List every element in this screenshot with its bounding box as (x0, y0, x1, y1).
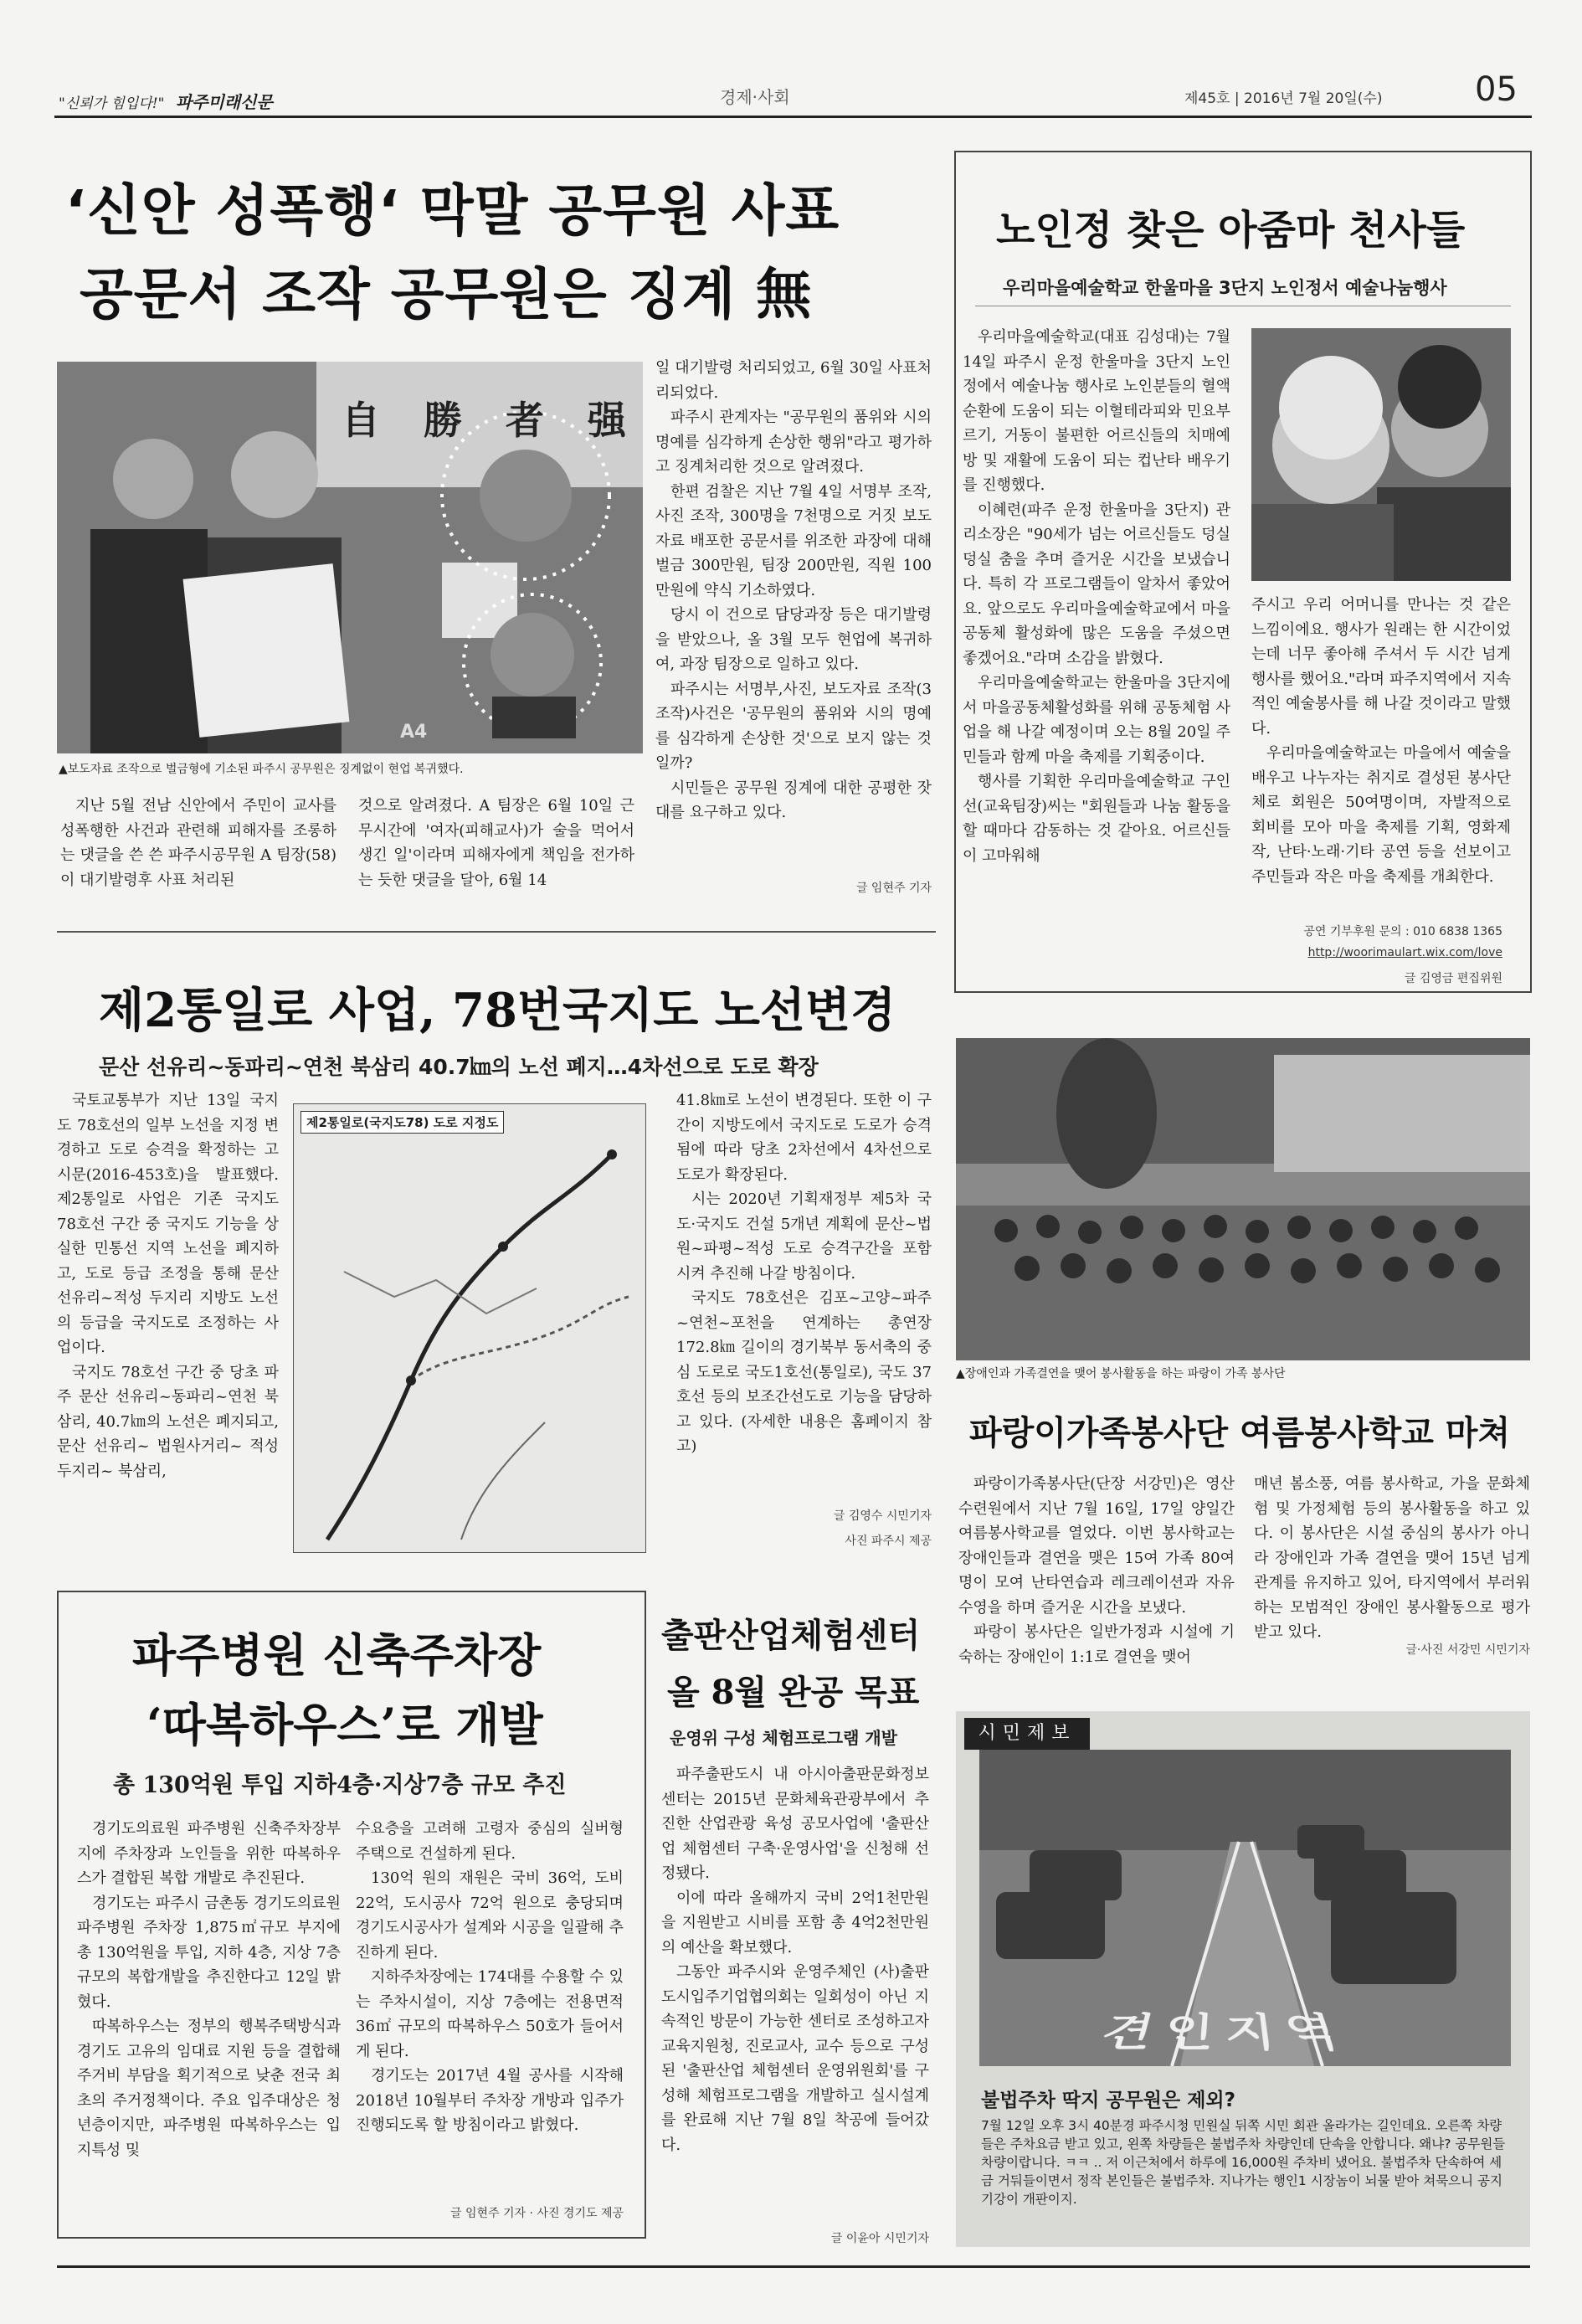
article6-body: 파주출판도시 내 아시아출판문화정보센터는 2015년 문화체육관광부에서 추진한 산업관광 육성 공모사업에 '출판산업 체험센터 구축·운영사업'을 신청해 선정됐다. 이에 따라 올해까지 국비 2억1천만원을 지원받고 시비를 포함 총 4억2천만원의 예산을 확보했다. 그동안 파주시와 운영주체인 (사)출판도시입주기업협의회는 일회성이 아닌 지속적인 방문이 가능한 센터로 조성하고자 교육지원청, 진로교사, 교수 등으로 구성된 '출판산업 체험센터 운영위원회'를 구성해 체험프로그램을 개발하고 실시설계를 완료해 지난 7월 8일 착공에 들어갔다. (661, 1766, 929, 2154)
article2-col2: 주시고 우리 어머니를 만나는 것 같은 느낌이에요. 행사가 원래는 한 시간이었는데 너무 좋아해 주셔서 두 시간 넘게 행사를 했어요."라며 파주지역에서 지속적인 예술봉사를 해 나갈 것이라고 말했다. 우리마을예술학교는 마을에서 예술을 배우고 나누자는 취지로 결성된 봉사단체로 회원은 50여명이며, 자발적으로 회비를 모아 마을 축제를 기획, 영화제작, 난타·노래·기타 공연 등을 선보이고 주민들과 작은 마을 축제를 개최한다. (1251, 596, 1511, 886)
article4-credit: 글·사진 서강민 시민기자 (1405, 1643, 1530, 1657)
article7-headline: 불법주차 딱지 공무원은 제외? (981, 2090, 1235, 2111)
article1-col2: 것으로 알려졌다. A 팀장은 6월 10일 근무시간에 '여자(피해교사)가 술을 먹어서 생긴 일'이라며 피해자에게 책임을 전가하는 듯한 댓글을 달아, 6월 14 (358, 797, 634, 889)
road-marking-text: 견인지역 (1093, 2010, 1358, 2057)
article7-label: 시민제보 (964, 1718, 1090, 1750)
article2-contact: 공연 기부후원 문의 : 010 6838 1365 (1303, 925, 1502, 938)
article3-subhead: 문산 선유리~동파리~연천 북삼리 40.7㎞의 노선 폐지…4차선으로 도로 확장 (99, 1055, 819, 1079)
brand-name: 파주미래신문 (175, 92, 273, 112)
article5-headline-2: ‘따복하우스’로 개발 (146, 1698, 543, 1751)
article3-credit-1: 글 김영수 시민기자 (833, 1509, 932, 1523)
article7-photo (979, 1750, 1511, 2066)
article1-col1: 지난 5월 전남 신안에서 주민이 교사를 성폭행한 사건과 관련해 피해자를 조롱하는 댓글을 쓴 쓴 파주시공무원 A 팀장(58)이 대기발령후 사표 처리된 (60, 797, 336, 889)
photo-seniors-illustration (1251, 328, 1511, 581)
article1-photo (57, 362, 643, 753)
article2-url[interactable]: http://woorimaulart.wix.com/love (1307, 946, 1502, 959)
article4-headline: 파랑이가족봉사단 여름봉사학교 마쳐 (969, 1413, 1511, 1452)
article5-col2: 수요층을 고려해 고령자 중심의 실버형 주택으로 건설하게 된다. 130억 원의 재원은 국비 36억, 도비 22억, 도시공사 72억 원으로 충당되며 경기도시공사가 설계와 시공을 일괄해 추진하게 된다. 지하주차장에는 174대를 수용할 수 있는 주차시설이, 지상 7층에는 전용면적 36㎡ 규모의 따복하우스 50호가 들어서게 된다. 경기도는 2017년 4월 공사를 시작해 2018년 10월부터 주차장 개방과 입주가 진행되도록 할 방침이라고 밝혔다. (356, 1820, 624, 2134)
article4-col2: 매년 봄소풍, 여름 봉사학교, 가을 문화체험 및 가정체험 등의 봉사활동을 하고 있다. 이 봉사단은 시설 중심의 봉사가 아니라 장애인과 가족 결연을 맺어 15년 넘게 관계를 유지하고 있어, 타지역에서 부러워하는 모범적인 장애인 봉사활동으로 평가받고 있다. (1254, 1475, 1530, 1641)
article5-col1: 경기도의료원 파주병원 신축주차장부지에 주차장과 노인들을 위한 따복하우스가 결합된 복합 개발로 추진된다. 경기도는 파주시 금촌동 경기도의료원 파주병원 주차장 1,875㎡규모 부지에 총 130억원을 투입, 지하 4층, 지상 7층 규모의 복합개발을 추진한다고 12일 밝혔다. 따복하우스는 정부의 행복주택방식과 경기도 고유의 임대료 지원 등을 결합해 주거비 부담을 획기적으로 낮춘 전국 최초의 주거정책이다. 주요 입주대상은 청년층이지만, 파주병원 따복하우스는 입지특성 및 (77, 1820, 341, 2159)
map-title: 제2통일로(국지도78) 도로 지정도 (300, 1111, 504, 1134)
page-number: 05 (1475, 70, 1518, 109)
article5-credit: 글 임현주 기자 · 사진 경기도 제공 (450, 2207, 624, 2220)
article2-headline: 노인정 찾은 아줌마 천사들 (996, 207, 1466, 254)
article2-photo (1251, 328, 1511, 581)
article4-col1: 파랑이가족봉사단(단장 서강민)은 영산수련원에서 지난 7월 16일, 17일 양일간 여름봉사학교를 열었다. 이번 봉사학교는 장애인들과 결연을 맺은 15여 가족 80여명이 모여 난타연습과 레크레이션과 자유 수영을 하며 즐거운 시간을 보냈다. 파랑이 봉사단은 일반가정과 시설에 기숙하는 장애인이 1:1로 결연을 맺어 (958, 1475, 1235, 1666)
article6-headline-2: 올 8월 완공 목표 (667, 1673, 920, 1712)
article2-credit: 글 김영금 편집위원 (1404, 972, 1502, 985)
article2-subhead: 우리마을예술학교 한울마을 3단지 노인정서 예술나눔행사 (1003, 278, 1447, 298)
article6-credit: 글 이윤아 시민기자 (830, 2232, 929, 2245)
divider-1 (57, 931, 936, 933)
article4-photo (956, 1038, 1530, 1360)
article3-credit-2: 사진 파주시 제공 (845, 1535, 932, 1548)
article5-headline-1: 파주병원 신축주차장 (132, 1628, 542, 1682)
article1-headline-1: ‘신안 성폭행‘ 막말 공무원 사표 (65, 178, 840, 243)
article1-credit: 글 임현주 기자 (855, 882, 932, 895)
photo-banner-text: 自 勝 者 强 (342, 398, 642, 443)
issue-info: 제45호 | 2016년 7월 20일(수) (1184, 90, 1383, 107)
photo-group-illustration (956, 1038, 1530, 1360)
article7-body: 7월 12일 오후 3시 40분경 파주시청 민원실 뒤쪽 시민 회관 올라가는 길인데요. 오른쪽 차량들은 주차요금 받고 있고, 왼쪽 차량들은 불법주차 차량인데 단속을 안합니다. 왜냐? 공무원들 차량이랍니다. ㅋㅋ .. 저 이근처에서 하루에 16,000원 주차비 냈어요. 불법주차 단속하여 세금 거둬들이면서 정작 본인들은 불법주차. 지나가는 행인1 시장놈이 뇌물 받아 쳐묵으니 공지기강이 개판이지. (981, 2118, 1506, 2207)
route-map-illustration (294, 1104, 645, 1552)
header-slogan: "신뢰가 힘입다!" 파주미래신문 (59, 92, 273, 112)
article6-subhead: 운영위 구성 체험프로그램 개발 (670, 1728, 898, 1748)
article4-photo-caption: ▲장애인과 가족결연을 맺어 봉사활동을 하는 파랑이 가족 봉사단 (956, 1367, 1286, 1381)
article3-headline: 제2통일로 사업, 78번국지도 노선변경 (99, 983, 896, 1038)
article3-col3: 41.8㎞로 노선이 변경된다. 또한 이 구간이 지방도에서 국지도로 도로가 승격됨에 따라 당초 2차선에서 4차선으로 도로가 확장된다. 시는 2020년 기획재정부 제5차 국도·국지도 건설 5개년 계획에 문산~법원~파평~적성 도로 승격구간을 포함시켜 추진해 나갈 방침이다. 국지도 78호선은 김포~고양~파주~연천~포천을 연계하는 총연장 172.8㎞ 길이의 경기북부 동서축의 중심 도로로 국도1호선(통일로), 국도 37호선 등의 보조간선도로 기능을 담당하고 있다. (자세한 내용은 홈페이지 참고) (676, 1092, 932, 1455)
footer-rule (57, 2265, 1530, 2268)
article3-col1: 국토교통부가 지난 13일 국지도 78호선의 일부 노선을 지정 변경하고 도로 승격을 확정하는 고시문(2016-453호)을 발표했다. 제2통일로 사업은 기존 국지도 78호선 구간 중 국지도 기능을 상실한 민통선 지역 노선을 폐지하고, 도로 등급 조정을 통해 문산 선유리~적성 두지리 지방도 노선의 등급을 국지도로 조정하는 사업이다. 국지도 78호선 구간 중 당초 파주 문산 선유리~동파리~연천 북삼리, 40.7㎞의 노선은 폐지되고, 문산 선유리~ 법원사거리~ 적성 두지리~ 북삼리, (57, 1092, 279, 1480)
article1-photo-caption: ▲보도자료 조작으로 벌금형에 기소된 파주시 공무원은 징계없이 현업 복귀했다. (59, 763, 464, 776)
article3-map (293, 1103, 646, 1553)
article6-headline-1: 출판산업체험센터 (661, 1616, 921, 1655)
article5-subhead: 총 130억원 투입 지하4층·지상7층 규모 추진 (113, 1772, 567, 1798)
photo-box-label: A4 (400, 722, 428, 743)
article1-headline-2: 공문서 조작 공무원은 징계 無 (80, 262, 813, 326)
article2-col1: 우리마을예술학교(대표 김성대)는 7월 14일 파주시 운정 한울마을 3단지 노인정에서 예술나눔 행사로 노인분들의 혈액순환에 도움이 되는 이혈테라피와 민요부르기, 거동이 불편한 어르신들의 치매예방 및 재활에 도움이 되는 컵난타 배우기를 진행했다. 이혜련(파주 운정 한울마을 3단지) 관리소장은 "90세가 넘는 어르신들도 덩실덩실 춤을 추며 즐거운 시간을 보냈습니다. 특히 각 프로그램들이 알차서 좋았어요. 앞으로도 우리마을예술학교에서 마을 공동체 활성화에 많은 도움을 주셨으면 좋겠어요."라며 소감을 밝혔다. 우리마을예술학교는 한울마을 3단지에서 마을공동체활성화를 위해 공동체험 사업을 해 나갈 예정이며 오는 8월 20일 주민들과 함께 마을 축제를 기획중이다. 행사를 기획한 우리마을예술학교 구인선(교육팀장)씨는 "회원들과 나눔 활동을 할 때마다 감동하는 것 같아요. 어르신들이 고마워해 (963, 328, 1230, 865)
article1-col3: 일 대기발령 처리되었고, 6월 30일 사표처리되었다. 파주시 관계자는 "공무원의 품위와 시의 명예를 심각하게 손상한 행위"라고 평가하고 징계처리한 것으로 알려졌다. 한편 검찰은 지난 7월 4일 서명부 조작, 사진 조작, 300명을 7천명으로 거짓 보도자료 배포한 공문서를 위조한 과장에 대해 벌금 300만원, 팀장 200만원, 직원 100만원에 약식 기소하였다. 당시 이 건으로 담당과장 등은 대기발령을 받았으나, 올 3월 모두 현업에 복귀하여, 과장 팀장으로 일하고 있다. 파주시는 서명부,사진, 보도자료 조작(3조작)사건은 '공무원의 품위와 시의 명예를 심각하게 손상한 것'으로 보지 않는 것일까? 시민들은 공무원 징계에 대한 공평한 잣대를 요구하고 있다. (655, 359, 932, 821)
section-label: 경제·사회 (720, 87, 790, 107)
header-rule (54, 116, 1532, 118)
